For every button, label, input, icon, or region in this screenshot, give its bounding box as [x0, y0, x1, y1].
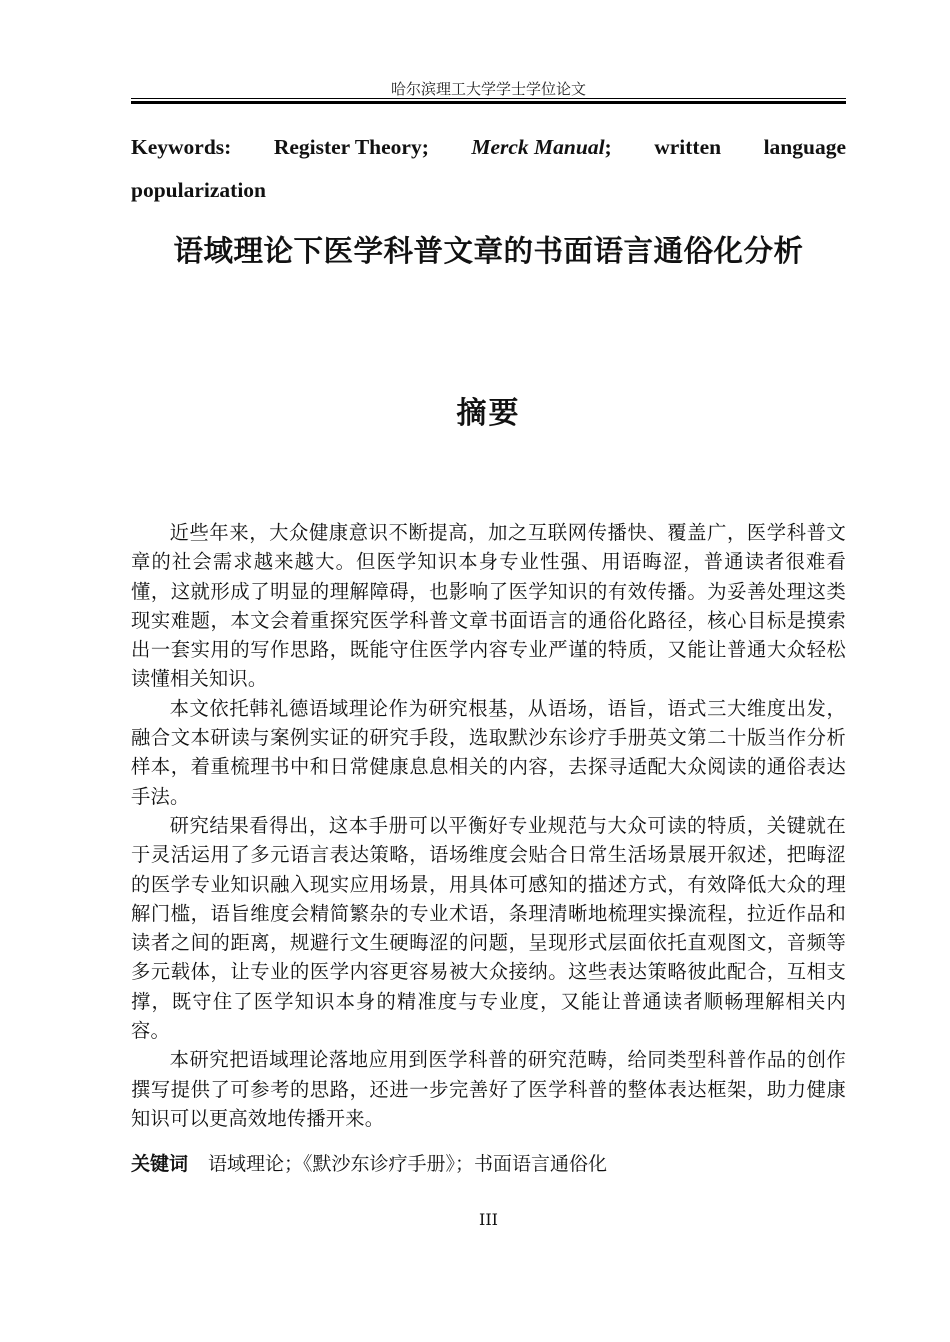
page-number: III	[479, 1210, 498, 1229]
header-rule-thin	[131, 98, 846, 99]
abstract-paragraph: 本研究把语域理论落地应用到医学科普的研究范畴，给同类型科普作品的创作撰写提供了可参考的思路，还进一步完善好了医学科普的整体表达框架，助力健康知识可以更高效地传播开来。	[131, 1048, 846, 1130]
chinese-keywords-terms: 语域理论；《默沙东诊疗手册》；书面语言通俗化	[208, 1153, 608, 1175]
english-keywords-line	[131, 126, 846, 169]
english-keyword-popularization: popularization	[131, 178, 266, 202]
abstract-paragraph: 研究结果看得出，这本手册可以平衡好专业规范与大众可读的特质，关键就在于灵活运用了多元语言表达策略，语场维度会贴合日常生活场景展开叙述，把晦涩的医学专业知识融入现实应用场景，用具体可感知的描述方式，有效降低大众的理解门槛，语旨维度会精简繁杂的专业术语，条理清晰地梳理实操流程，拉近作品和读者之间的距离，规避行文生硬晦涩的问题，呈现形式层面依托直观图文，音频等多元载体，让专业的医学内容更容易被大众接纳。这些表达策略彼此配合，互相支撑，既守住了医学知识本身的精准度与专业度，又能让普通读者顺畅理解相关内容。	[131, 813, 846, 1043]
abstract-body	[131, 518, 846, 1133]
english-keywords	[131, 126, 846, 212]
english-keyword-merck-manual: Merck Manual;	[471, 135, 612, 159]
chinese-title: 语域理论下医学科普文章的书面语言通俗化分析	[173, 234, 804, 268]
abstract-heading: 摘要	[456, 396, 521, 431]
english-keywords-label: Keywords:	[131, 135, 232, 159]
header-rule-thick	[131, 101, 846, 104]
abstract-paragraph: 近些年来，大众健康意识不断提高，加之互联网传播快、覆盖广，医学科普文章的社会需求越来越大。但医学知识本身专业性强、用语晦涩，普通读者很难看懂，这就形成了明显的理解障碍，也影响了医学知识的有效传播。为妥善处理这类现实难题，本文会着重探究医学科普文章书面语言的通俗化路径，核心目标是摸索出一套实用的写作思路，既能守住医学内容专业严谨的特质，又能让普通大众轻松读懂相关知识。	[131, 521, 846, 691]
running-header: 哈尔滨理工大学学士学位论文	[390, 80, 586, 98]
chinese-keywords	[131, 1150, 846, 1179]
english-keyword-written: written	[654, 135, 722, 159]
abstract-paragraph: 本文依托韩礼德语域理论作为研究根基，从语场，语旨，语式三大维度出发，融合文本研读与案例实证的研究手段，选取默沙东诊疗手册英文第二十版当作分析样本，着重梳理书中和日常健康息息相关的内容，去探寻适配大众阅读的通俗表达手法。	[131, 696, 846, 808]
english-keyword-register-theory: Register Theory;	[273, 135, 429, 159]
english-keyword-language: language	[763, 135, 846, 159]
chinese-keywords-label: 关键词	[131, 1153, 189, 1175]
